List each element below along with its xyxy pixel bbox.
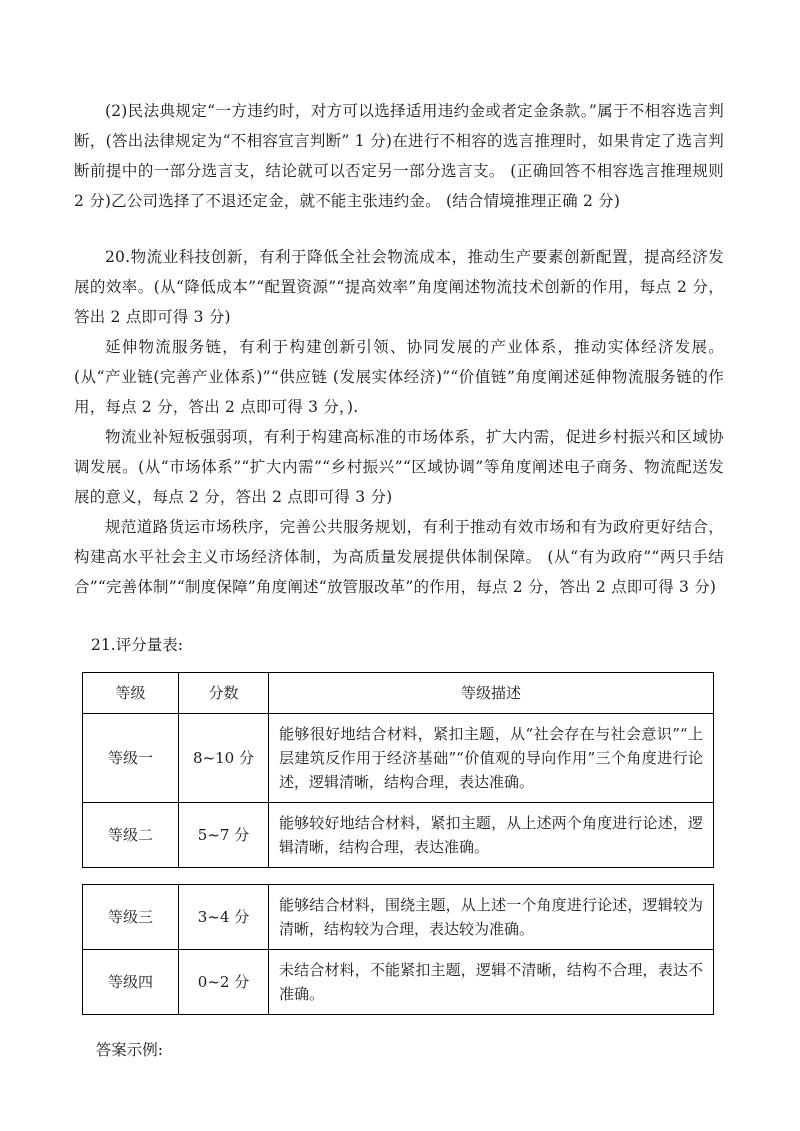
grade3-label: 等级三 <box>83 885 179 950</box>
grade2-description: 能够较好地结合材料，紧扣主题，从上述两个角度进行论述，逻辑清晰，结构合理，表达准确。 <box>269 803 714 868</box>
table-row-grade3 <box>83 885 714 950</box>
table-row-grade4 <box>83 950 714 1015</box>
answer-paragraph-19-2: (2)民法典规定“一方违约时，对方可以选择适用违约金或者定金条款。”属于不相容选言判断，(答出法律规定为“不相容宣言判断” 1 分)在进行不相容的选言推理时，如果肯定了选言判断前提中的一部分选言支，结论就可以否定另一部分选言支。 (正确回答不相容选言推理规则 2 分)乙公司选择了不退还定金，就不能主张违约金。 (结合情境推理正确 2 分) <box>74 102 724 210</box>
grade4-score: 0~2 分 <box>179 950 269 1015</box>
grade1-score: 8~10 分 <box>179 714 269 803</box>
grade3-description: 能够结合材料，围绕主题，从上述一个角度进行论述，逻辑较为清晰，结构较为合理，表达较为准确。 <box>269 885 714 950</box>
rubric-table-lower <box>82 884 714 1015</box>
grade4-description: 未结合材料，不能紧扣主题，逻辑不清晰，结构不合理，表达不准确。 <box>269 950 714 1015</box>
answer-paragraph-20-point4: 规范道路货运市场秩序，完善公共服务规划，有利于推动有效市场和有为政府更好结合，构建高水平社会主义市场经济体制，为高质量发展提供体制保障。 (从“有为政府”“两只手结合”“完善体制”“制度保障”角度阐述“放管服改革”的作用，每点 2 分，答出 2 点即可得 3 分) <box>74 518 724 596</box>
answer-paragraph-20-point1: 20.物流业科技创新，有利于降低全社会物流成本，推动生产要素创新配置，提高经济发展的效率。(从“降低成本”“配置资源”“提高效率”角度阐述物流技术创新的作用，每点 2 分，答出 2 点即可得 3 分) <box>74 248 724 326</box>
grade4-label: 等级四 <box>83 950 179 1015</box>
grade2-label: 等级二 <box>83 803 179 868</box>
rubric-table-upper <box>82 672 714 868</box>
grade2-score: 5~7 分 <box>179 803 269 868</box>
grade1-label: 等级一 <box>83 714 179 803</box>
table-row-grade2 <box>83 803 714 868</box>
grade1-description: 能够很好地结合材料，紧扣主题，从“社会存在与社会意识”“上层建筑反作用于经济基础”“价值观的导向作用”三个角度进行论述，逻辑清晰，结构合理，表达准确。 <box>269 714 714 803</box>
grade3-score: 3~4 分 <box>179 885 269 950</box>
rubric-header-description: 等级描述 <box>269 673 714 714</box>
table-row-grade1 <box>83 714 714 803</box>
rubric-title: 21.评分量表: <box>91 636 183 654</box>
rubric-header-row <box>83 673 714 714</box>
answer-paragraph-20-point3: 物流业补短板强弱项，有利于构建高标准的市场体系，扩大内需，促进乡村振兴和区域协调发展。(从“市场体系”“扩大内需”“乡村振兴”“区域协调”等角度阐述电子商务、物流配送发展的意义，每点 2 分，答出 2 点即可得 3 分) <box>74 428 724 506</box>
answer-example-label: 答案示例: <box>95 1041 163 1059</box>
rubric-header-grade: 等级 <box>83 673 179 714</box>
rubric-header-score: 分数 <box>179 673 269 714</box>
answer-paragraph-20-point2: 延伸物流服务链，有利于构建创新引领、协同发展的产业体系，推动实体经济发展。 (从“产业链(完善产业体系)”“供应链 (发展实体经济)”“价值链”角度阐述延伸物流服务链的作用，每点 2 分，答出 2 点即可得 3 分，). <box>74 338 724 416</box>
